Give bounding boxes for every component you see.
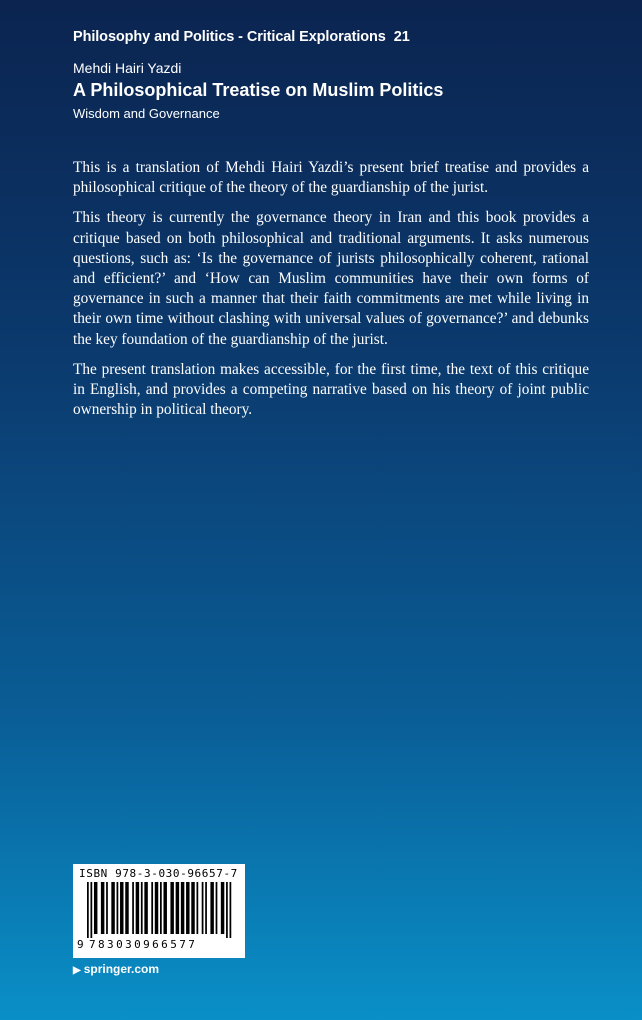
barcode-bar: [197, 882, 199, 934]
blurb-paragraph-3: The present translation makes accessible, for the first time, the text of this critique in English, and provides a competing narrative based on his theory of joint public ownership in political theory.: [73, 360, 589, 419]
barcode-bar: [181, 882, 184, 934]
barcode-bar: [94, 882, 97, 934]
barcode-bar: [136, 882, 139, 934]
barcode-bar: [176, 882, 179, 934]
barcode-bar: [230, 882, 232, 938]
barcode-bar: [216, 882, 218, 934]
blurb-text: [73, 158, 589, 430]
series-title: [73, 29, 410, 45]
barcode-bar: [205, 882, 207, 934]
publisher-link[interactable]: [73, 962, 159, 976]
barcode-bar: [120, 882, 123, 934]
blurb-paragraph-1: This is a translation of Mehdi Hairi Yazdi’s present brief treatise and provides a philosophical critique of the theory of the guardianship of the jurist.: [73, 159, 589, 197]
barcode-bar: [170, 882, 173, 934]
barcode-bar: [125, 882, 128, 934]
barcode-bar: [141, 882, 143, 934]
barcode-bar: [163, 882, 166, 934]
barcode-bar: [160, 882, 162, 934]
triangle-right-icon: ▶: [73, 965, 81, 976]
barcode-bar: [226, 882, 228, 938]
barcode-bar: [186, 882, 189, 934]
book-subtitle: Wisdom and Governance: [73, 106, 220, 121]
barcode-bar: [117, 882, 119, 934]
ean-digits: 783030966577: [89, 938, 198, 951]
series-number: 21: [393, 29, 410, 45]
barcode-bar: [87, 882, 89, 938]
barcode-bar: [221, 882, 224, 934]
barcode-bar: [151, 882, 153, 934]
series-name: Philosophy and Politics - Critical Explorations: [73, 29, 386, 45]
isbn-barcode: [73, 864, 245, 958]
barcode-bar: [106, 882, 108, 934]
author-name: Mehdi Hairi Yazdi: [73, 60, 182, 76]
publisher-link-text: springer.com: [83, 962, 160, 976]
barcode-bar: [210, 882, 213, 934]
book-title: A Philosophical Treatise on Muslim Politics: [73, 80, 444, 100]
barcode-bar: [90, 882, 92, 938]
blurb-paragraph-2: This theory is currently the governance theory in Iran and this book provides a critique based on both philosophical and traditional arguments. It asks numerous questions, such as: ‘Is the governance of jurists philosophically coherent, rational and efficient?’ and ‘How can Muslim communities have their own forms of governance in such a manner that their faith commitments are met while living in their own time without clashing with universal values of governance?’ and debunks the key foundation of the guardianship of the jurist.: [73, 209, 589, 348]
barcode-bar: [144, 882, 147, 934]
barcode-bar: [132, 882, 134, 934]
barcode-bar: [111, 882, 114, 934]
isbn-label: ISBN 978-3-030-96657-7: [79, 867, 238, 880]
barcode-bar: [191, 882, 194, 934]
barcode-bar: [155, 882, 158, 934]
barcode-bar: [101, 882, 104, 934]
barcode-bars: [87, 882, 233, 938]
ean-first-digit: 9: [77, 938, 84, 951]
barcode-bar: [202, 882, 204, 934]
